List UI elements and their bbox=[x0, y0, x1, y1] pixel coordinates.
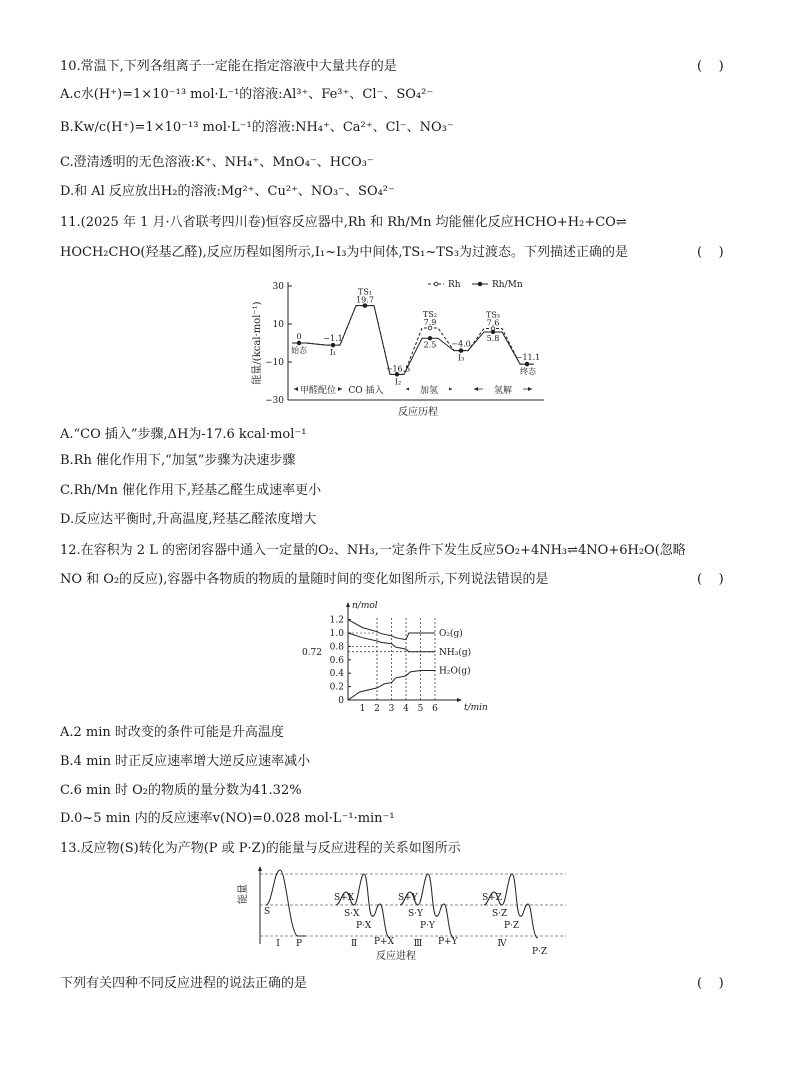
q11-option-d[interactable]: D.反应达平衡时,升高温度,羟基乙醛浓度增大 bbox=[60, 512, 317, 527]
value-label-i3: −4.0 bbox=[451, 339, 471, 349]
legend-rh-marker bbox=[434, 282, 438, 286]
step-arrow-head bbox=[294, 387, 298, 391]
value-label-start: 0 bbox=[296, 332, 302, 341]
data-point bbox=[297, 341, 301, 345]
x-tick-label: 6 bbox=[432, 704, 438, 714]
process-label-1: Ⅰ bbox=[276, 939, 280, 949]
q11-stem-line1: 11.(2025 年 1 月·八省联考四川卷)恒容反应器中,Rh 和 Rh/Mn 均能催化反应HCHO+H₂+CO⇌ bbox=[60, 215, 627, 230]
q11-answer-paren[interactable]: ( ) bbox=[697, 245, 724, 260]
x-tick-label: 1 bbox=[359, 704, 366, 714]
data-point bbox=[525, 362, 529, 366]
q10-option-b[interactable]: B.Kw/c(H⁺)=1×10⁻¹³ mol·L⁻¹的溶液:NH₄⁺、Ca²⁺、Cl⁻、NO₃⁻ bbox=[60, 120, 454, 135]
q13-tail: 下列有关四种不同反应进程的说法正确的是 bbox=[60, 976, 308, 991]
value-label-i2: −16.5 bbox=[385, 364, 411, 374]
value-label-ts2-rh: 7.9 bbox=[423, 317, 437, 327]
y-tick-label: 0.6 bbox=[329, 655, 344, 666]
y-axis-arrow bbox=[258, 866, 262, 871]
y-tick-label: 0.8 bbox=[329, 642, 344, 653]
legend-rh-label: Rh bbox=[448, 280, 461, 290]
step-label: 加氢 bbox=[419, 386, 439, 396]
y-tick-label: −10 bbox=[265, 358, 284, 368]
value-label-ts2-rhmn: 2.5 bbox=[423, 340, 437, 350]
step-label: CO 插入 bbox=[348, 386, 384, 396]
legend-rhmn-label: Rh/Mn bbox=[492, 280, 523, 290]
label-sx: S+X bbox=[334, 893, 355, 903]
q12-stem-line2: NO 和 O₂的反应),容器中各物质的物质的量随时间的变化如图所示,下列说法错误的是 bbox=[60, 572, 549, 587]
state-label-i1: I₁ bbox=[329, 348, 337, 358]
x-axis-label: 反应历程 bbox=[398, 407, 438, 418]
label-pdx: P·X bbox=[356, 921, 372, 931]
label-pdz: P·Z bbox=[504, 921, 520, 931]
process-label-3: Ⅲ bbox=[413, 939, 423, 949]
label-sz: S+Z bbox=[482, 893, 502, 903]
q10-option-c[interactable]: C.澄清透明的无色溶液:K⁺、NH₄⁺、MnO₄⁻、HCO₃⁻ bbox=[60, 155, 374, 170]
state-label-i2: I₂ bbox=[394, 377, 402, 387]
label-pdy: P·Y bbox=[420, 921, 435, 931]
q11-stem-line2: HOCH₂CHO(羟基乙醛),反应历程如图所示,I₁~I₃为中间体,TS₁~TS₃为过渡态。下列描述正确的是 bbox=[60, 245, 629, 260]
step-arrow-head bbox=[528, 387, 532, 391]
process-label-2: Ⅱ bbox=[350, 939, 358, 949]
q12-stem-line1: 12.在容积为 2 L 的密闭容器中通入一定量的O₂、NH₃,一定条件下发生反应5O₂+4NH₃⇌4NO+6H₂O(忽略 bbox=[60, 543, 686, 558]
state-label-end: 终态 bbox=[520, 367, 536, 377]
series-label: O₂(g) bbox=[439, 629, 463, 639]
state-label-ts1: TS₁ bbox=[357, 287, 373, 297]
q12-option-c[interactable]: C.6 min 时 O₂的物质的量分数为41.32% bbox=[60, 783, 302, 798]
y-ref-label: 0.72 bbox=[301, 647, 322, 658]
y-tick-label: 1.0 bbox=[329, 629, 344, 639]
label-p: P bbox=[296, 939, 303, 949]
q10-option-d[interactable]: D.和 Al 反应放出H₂的溶液:Mg²⁺、Cu²⁺、NO₃⁻、SO₄²⁻ bbox=[60, 184, 395, 199]
amount-time-chart bbox=[300, 600, 500, 718]
q11-option-a[interactable]: A.“CO 插入”步骤,ΔH为-17.6 kcal·mol⁻¹ bbox=[60, 427, 307, 442]
x-axis-label: 反应进程 bbox=[376, 951, 416, 962]
y-axis-label: 能量 bbox=[238, 884, 249, 904]
data-point bbox=[459, 349, 463, 353]
step-arrow-head bbox=[474, 387, 478, 391]
value-label-i1: −1.1 bbox=[323, 334, 343, 344]
step-label: 甲醛配位 bbox=[299, 386, 337, 396]
state-label-ts3: TS₃ bbox=[485, 310, 501, 320]
data-point bbox=[331, 343, 335, 347]
process-1-curve bbox=[266, 870, 306, 936]
q12-option-b[interactable]: B.4 min 时正反应速率增大逆反应速率减小 bbox=[60, 754, 311, 769]
value-label-ts1: 19.7 bbox=[356, 295, 374, 305]
process-label-4: Ⅳ bbox=[497, 939, 507, 949]
series-label: NH₃(g) bbox=[439, 647, 472, 658]
step-label: 氢解 bbox=[493, 386, 513, 396]
x-tick-label: 2 bbox=[374, 704, 380, 714]
label-sdx: S·X bbox=[344, 909, 360, 919]
value-label-end: −11.1 bbox=[515, 353, 541, 363]
y-axis-arrow bbox=[346, 602, 350, 607]
x-axis-label: t/min bbox=[464, 703, 488, 713]
state-label-i3: I₃ bbox=[457, 353, 465, 363]
q11-option-c[interactable]: C.Rh/Mn 催化作用下,羟基乙醛生成速率更小 bbox=[60, 483, 322, 498]
series-label: H₂O(g) bbox=[439, 666, 471, 677]
label-s: S bbox=[264, 907, 271, 917]
reaction-process-diagram bbox=[236, 864, 576, 964]
q13-stem: 13.反应物(S)转化为产物(P 或 P·Z)的能量与反应进程的关系如图所示 bbox=[60, 841, 461, 856]
label-sy: S+Y bbox=[398, 893, 418, 903]
y-tick-label: −30 bbox=[265, 396, 284, 406]
y-tick-label: 0.2 bbox=[329, 682, 344, 693]
state-label-start: 始态 bbox=[291, 346, 307, 355]
label-py: P+Y bbox=[438, 937, 458, 947]
energy-profile-chart bbox=[248, 274, 548, 420]
label-sdy: S·Y bbox=[408, 909, 423, 919]
y-tick-label: 30 bbox=[272, 282, 284, 292]
legend-rhmn-marker bbox=[478, 282, 482, 286]
q12-answer-paren[interactable]: ( ) bbox=[697, 572, 724, 587]
x-tick-label: 4 bbox=[403, 704, 409, 714]
q10-answer-paren[interactable]: ( ) bbox=[697, 59, 724, 74]
q12-option-d[interactable]: D.0~5 min 内的反应速率v(NO)=0.028 mol·L⁻¹·min⁻¹ bbox=[60, 811, 395, 826]
q10-stem: 10.常温下,下列各组离子一定能在指定溶液中大量共存的是 bbox=[60, 59, 397, 74]
y-axis-label: n/mol bbox=[352, 601, 378, 611]
q12-option-a[interactable]: A.2 min 时改变的条件可能是升高温度 bbox=[60, 725, 284, 740]
x-tick-label: 3 bbox=[388, 704, 395, 714]
label-sdz: S·Z bbox=[492, 909, 508, 919]
state-label-ts2: TS₂ bbox=[422, 309, 438, 319]
label-pz: P·Z bbox=[532, 947, 548, 957]
x-axis-arrow bbox=[457, 698, 462, 702]
value-label-ts3-rhmn: 5.8 bbox=[486, 333, 500, 343]
y-tick-label: 0.4 bbox=[329, 669, 344, 680]
value-label-ts3-rh: 7.6 bbox=[486, 318, 500, 328]
label-px: P+X bbox=[374, 937, 395, 947]
y-tick-label: 10 bbox=[272, 320, 284, 330]
origin-label: 0 bbox=[338, 696, 344, 706]
y-tick-label: 1.2 bbox=[329, 615, 344, 626]
y-axis-label: 能量/(kcal·mol⁻¹) bbox=[252, 301, 263, 385]
q10-option-a[interactable]: A.c水(H⁺)=1×10⁻¹³ mol·L⁻¹的溶液:Al³⁺、Fe³⁺、Cl⁻、SO₄²⁻ bbox=[60, 87, 434, 102]
q13-answer-paren[interactable]: ( ) bbox=[697, 976, 724, 991]
step-arrow-head bbox=[338, 387, 342, 391]
q11-option-b[interactable]: B.Rh 催化作用下,“加氢”步骤为决速步骤 bbox=[60, 453, 296, 468]
x-tick-label: 5 bbox=[417, 704, 424, 714]
